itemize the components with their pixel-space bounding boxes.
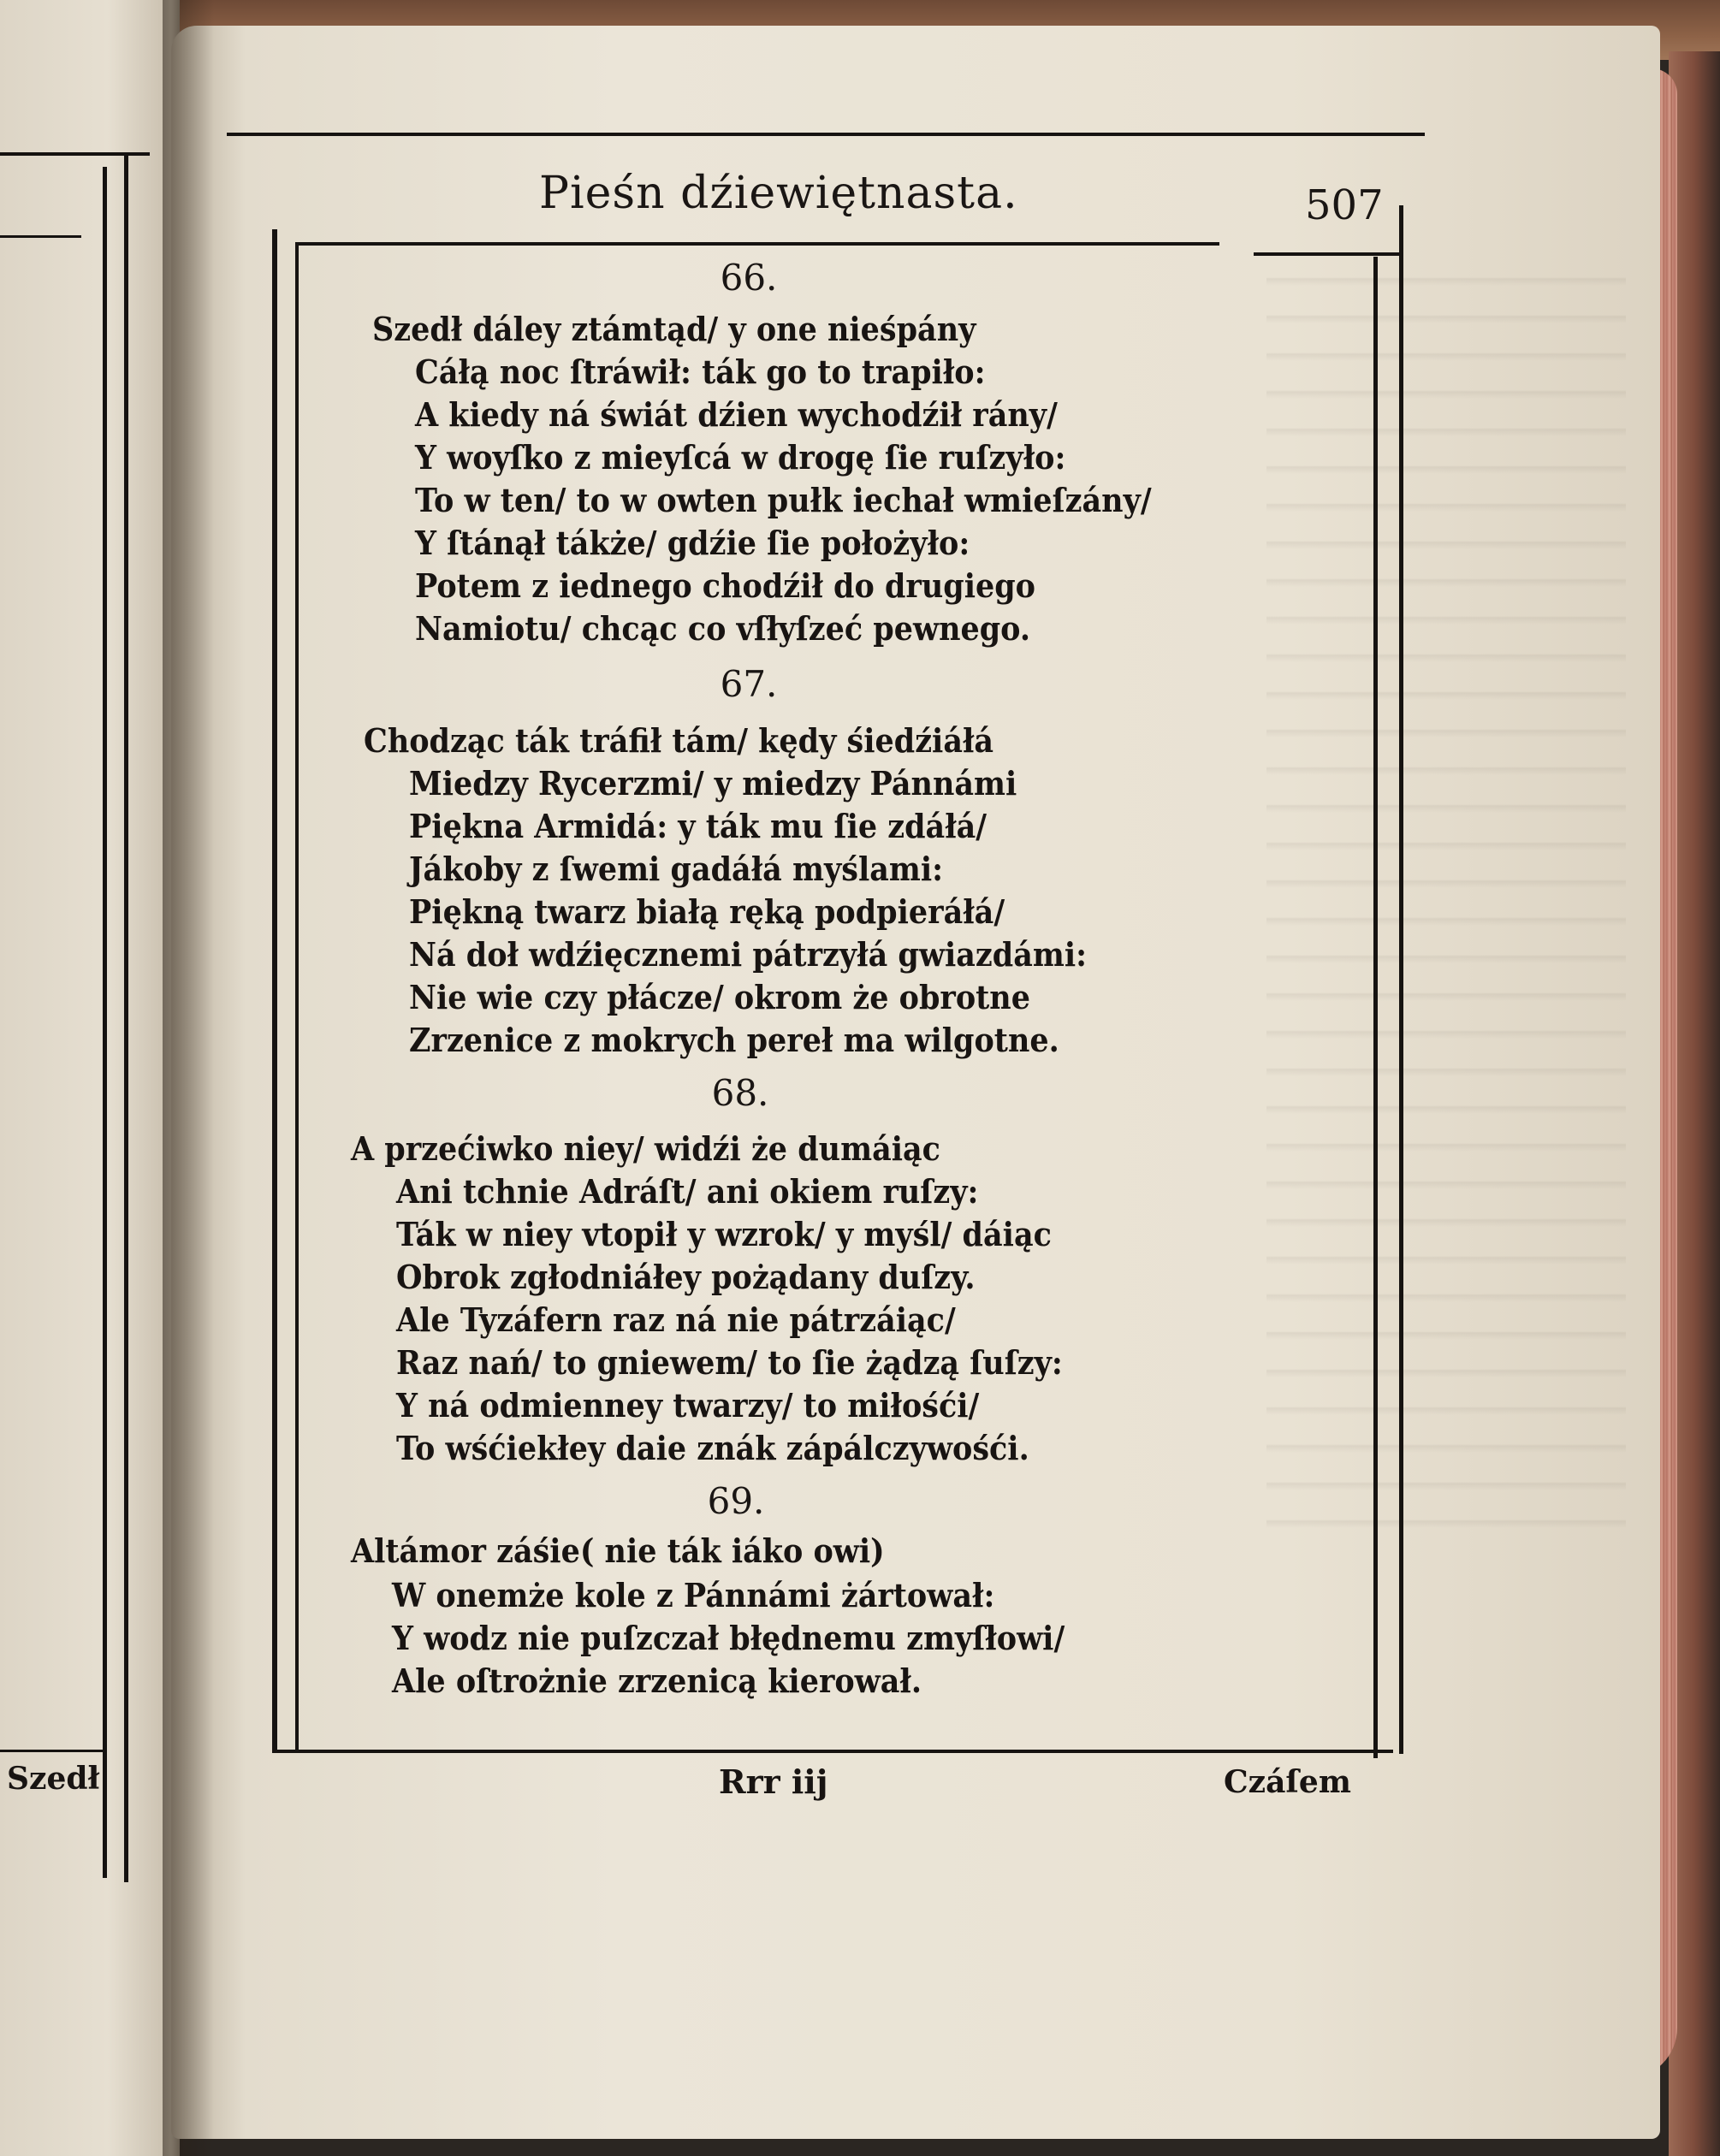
verse-line: A przećiwko niey/ widźi że dumáiąc — [351, 1129, 940, 1168]
left-page — [0, 0, 180, 2156]
verse-line: Obrok zgłodniáłey pożądany duſzy. — [396, 1258, 976, 1296]
verse-line: Namiotu/ chcąc co vſłyſzeć pewnego. — [415, 609, 1031, 648]
verse-line: Ná doł wdźięcznemi pátrzyłá gwiazdámi: — [409, 935, 1088, 974]
verse-line: Y ná odmienney twarzy/ to miłośći/ — [396, 1386, 980, 1424]
verse-line: Potem z iednego chodźił do drugiego — [415, 566, 1035, 605]
verse-line: Altámor záśie( nie ták iáko owi) — [351, 1531, 885, 1570]
verse-line: Szedł dáley ztámtąd/ y one nieśpány — [372, 310, 976, 348]
verse-line: Chodząc ták tráfił tám/ kędy śiedźiáłá — [364, 721, 994, 760]
stanza-number: 68. — [711, 1072, 769, 1114]
verse-line: A kiedy ná świát dźien wychodźił rány/ — [415, 395, 1058, 434]
verse-line: Piękną twarz białą ręką podpieráłá/ — [409, 892, 1005, 931]
verse-line: Ani tchnie Adráſt/ ani okiem ruſzy: — [396, 1172, 979, 1211]
verse-line: Y ſtánął tákże/ gdźie ſie położyło: — [415, 524, 970, 562]
header-rule-right — [1254, 252, 1403, 256]
left-page-bottom-rule — [0, 1750, 107, 1752]
left-page-frame-line — [103, 167, 107, 1878]
verse-line: Y wodz nie puſzczał błędnemu zmyſłowi/ — [392, 1619, 1065, 1657]
verse-line: Nie wie czy płácze/ okrom że obrotne — [409, 978, 1030, 1016]
verse-line: To w ten/ to w owten pułk iechał wmieſzány/ — [415, 481, 1152, 519]
verse-line: To wśćiekłey daie znák zápálczywośći. — [396, 1429, 1029, 1467]
left-page-catchword: Szedł — [7, 1761, 100, 1797]
header-rule — [295, 242, 1219, 246]
right-frame-line — [1373, 257, 1378, 1758]
verse-line: Y woyſko z mieyſcá w drogę ſie ruſzyło: — [415, 438, 1066, 477]
verse-line: Ták w niey vtopił y wzrok/ y myśl/ dáiąc — [396, 1215, 1052, 1253]
verse-line: Zrzenice z mokrych pereł ma wilgotne. — [409, 1021, 1059, 1059]
page-title: Pieśn dźiewiętnasta. — [539, 168, 1018, 219]
stanza-number: 67. — [720, 663, 778, 705]
left-page-header-rule — [0, 235, 81, 238]
stanza-number: 69. — [707, 1480, 765, 1522]
left-frame-line-inner — [295, 244, 299, 1750]
right-frame-line-outer — [1399, 205, 1403, 1754]
stanza-number: 66. — [720, 257, 778, 299]
left-page-frame-line-outer — [124, 154, 128, 1882]
left-frame-line — [272, 229, 277, 1752]
verse-line: Cáłą noc ſtráwił: ták go to trapiło: — [415, 352, 986, 391]
verse-line: Jákoby z ſwemi gadáłá myślami: — [409, 850, 944, 888]
page-number: 507 — [1305, 181, 1384, 229]
verse-line: W onemże kole z Pánnámi żártował: — [392, 1576, 995, 1614]
gutter-shadow — [163, 0, 214, 2156]
show-through-texture — [1266, 248, 1626, 1531]
catchword: Czáſem — [1224, 1764, 1351, 1800]
verse-line: Raz nań/ to gniewem/ to ſie żądzą ſuſzy: — [396, 1343, 1063, 1382]
signature-mark: Rrr iij — [719, 1762, 828, 1801]
verse-line: Ale oſtrożnie zrzenicą kierował. — [392, 1661, 922, 1700]
verse-line: Piękna Armidá: y ták mu ſie zdáłá/ — [409, 807, 988, 845]
top-border-rule — [227, 133, 1425, 136]
verse-line: Miedzy Rycerzmi/ y miedzy Pánnámi — [409, 764, 1017, 803]
bottom-rule — [272, 1750, 1393, 1753]
verse-line: Ale Tyzáfern raz ná nie pátrzáiąc/ — [396, 1300, 956, 1339]
